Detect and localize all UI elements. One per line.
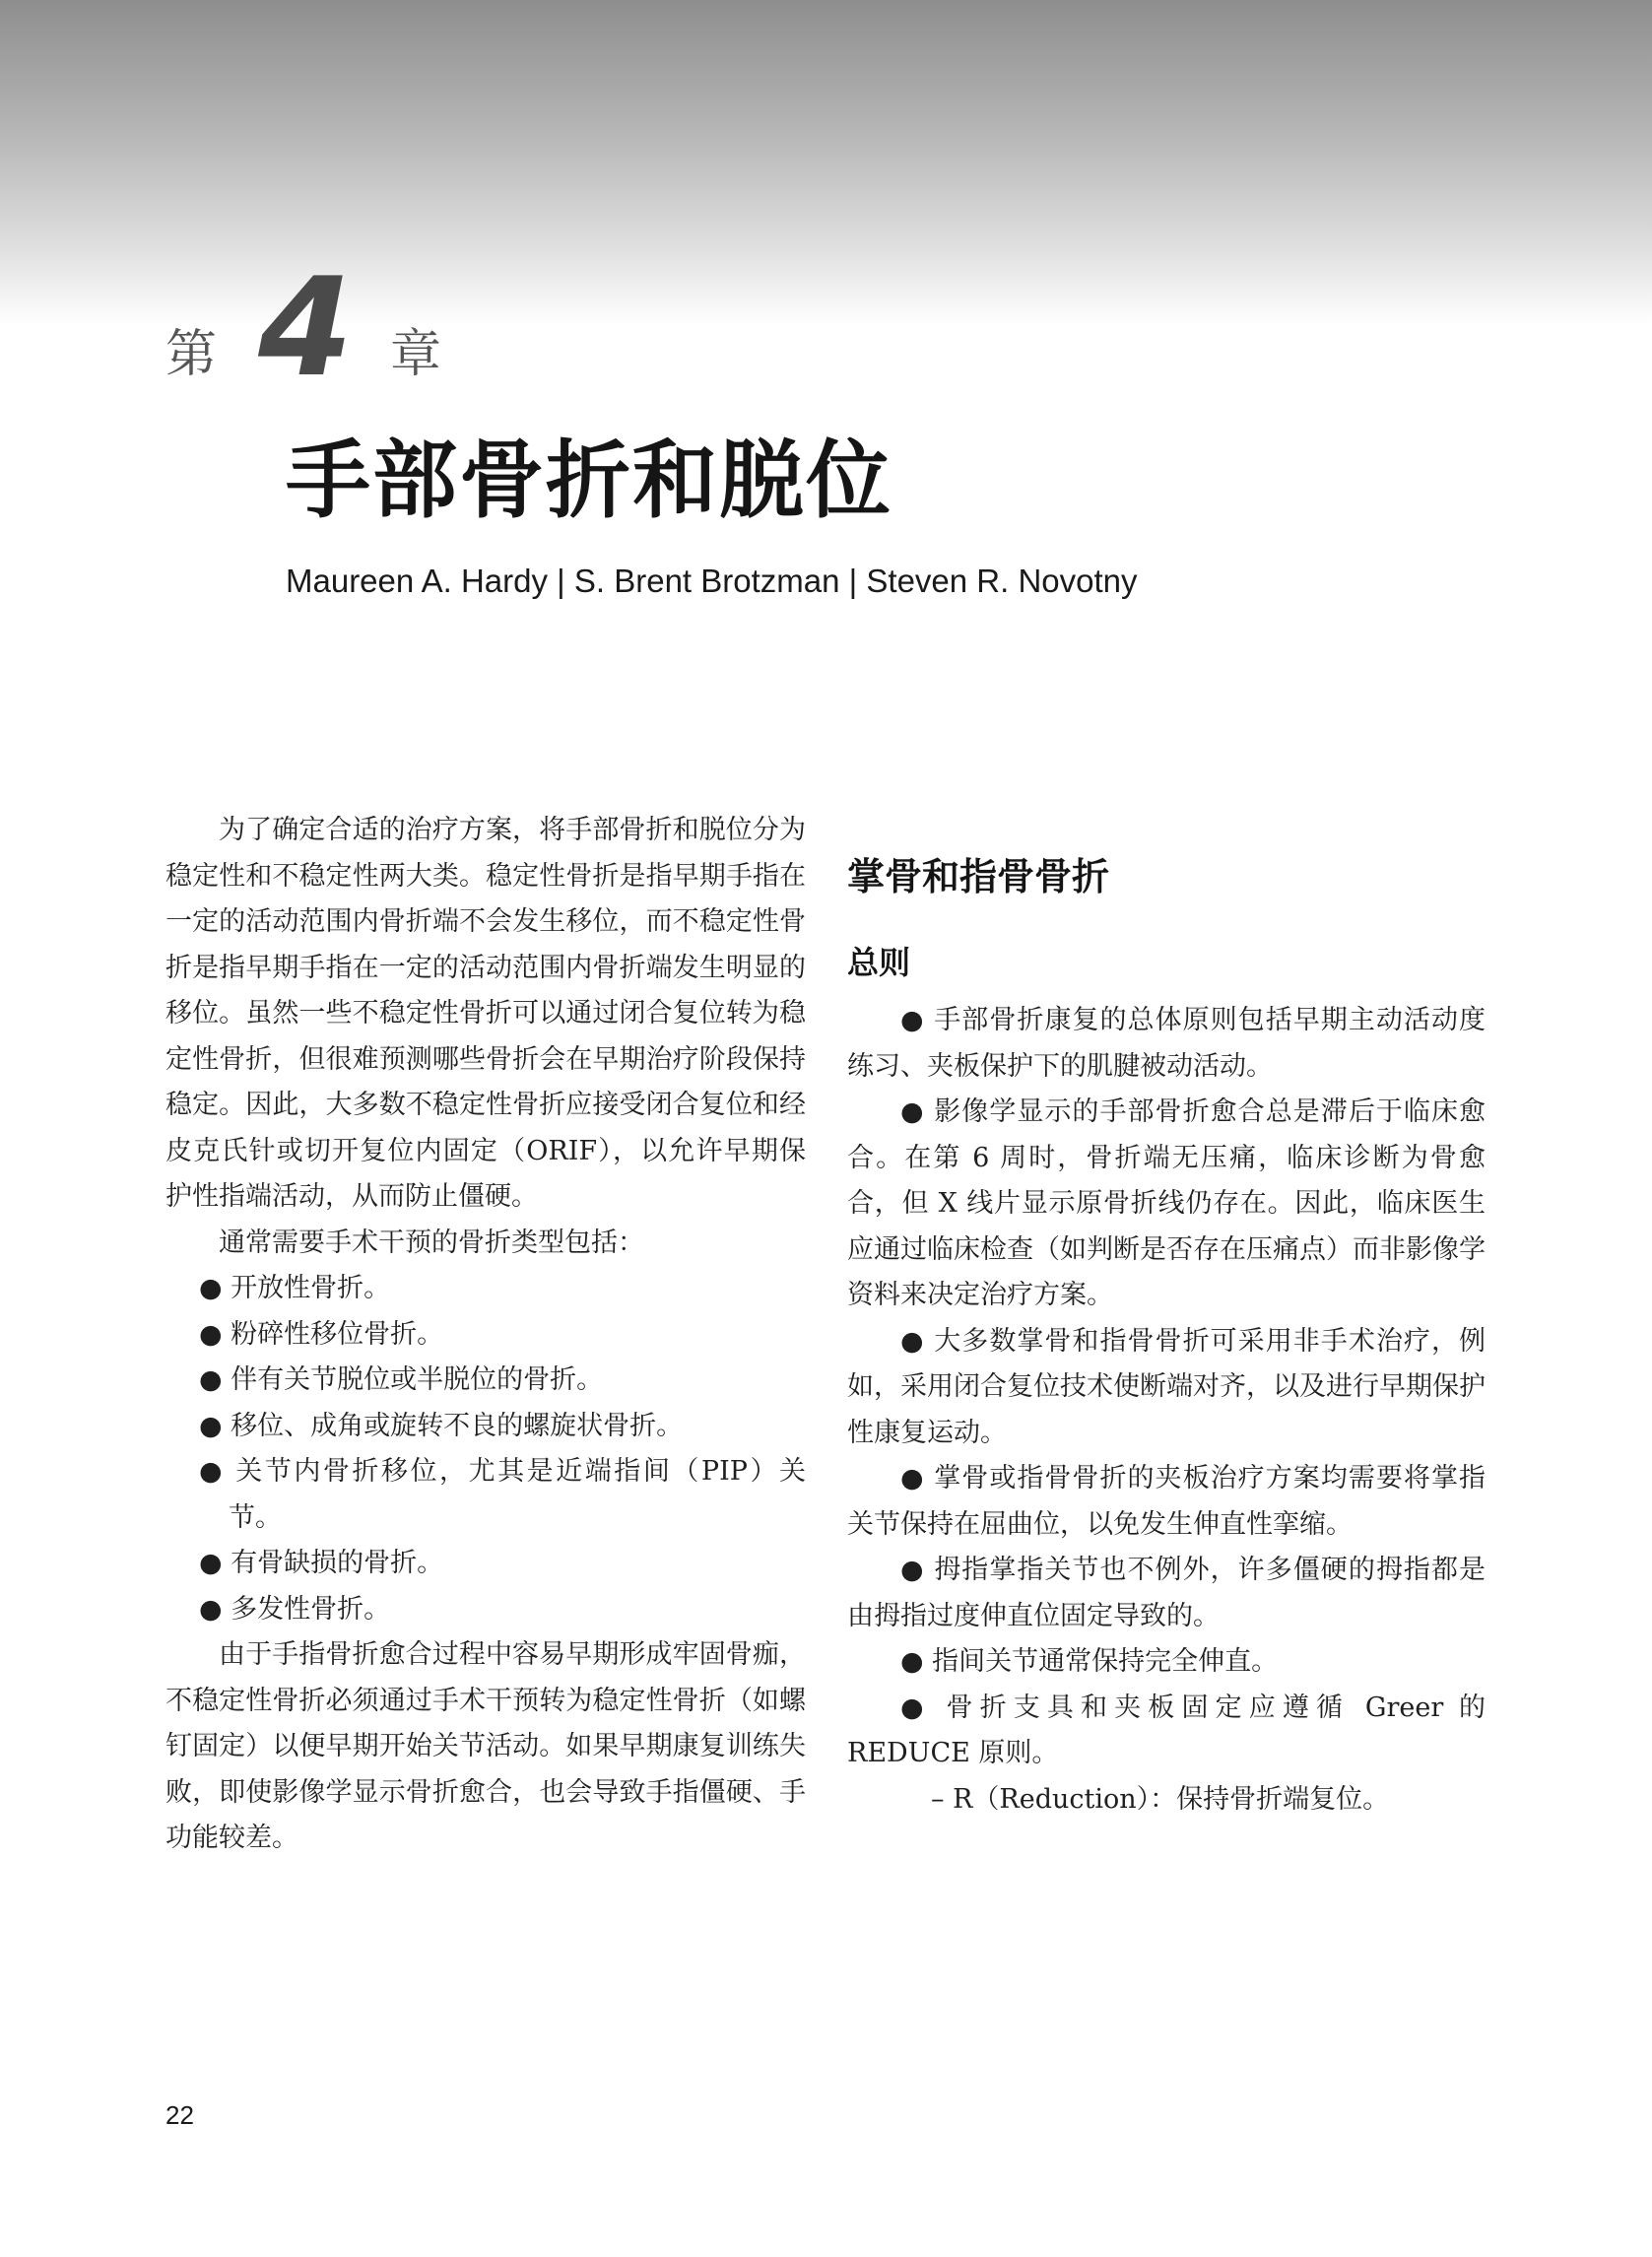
principle-item: ● 大多数掌骨和指骨骨折可采用非手术治疗，例如，采用闭合复位技术使断端对齐，以及进行早期保护性康复运动。 bbox=[847, 1325, 1486, 1448]
fracture-types-list bbox=[165, 1266, 806, 1632]
principle-item: ● 拇指掌指关节也不例外，许多僵硬的拇指都是由拇指过度伸直位固定导致的。 bbox=[847, 1555, 1486, 1631]
fracture-types-lead: 通常需要手术干预的骨折类型包括： bbox=[219, 1227, 644, 1258]
list-item: ● 粉碎性移位骨折。 bbox=[199, 1318, 444, 1350]
intro-paragraph: 为了确定合适的治疗方案，将手部骨折和脱位分为稳定性和不稳定性两大类。稳定性骨折是指早期手指在一定的活动范围内骨折端不会发生移位，而不稳定性骨折是指早期手指在一定的活动范围内骨折端发生明显的移位。虽然一些不稳定性骨折可以通过闭合复位转为稳定性骨折，但很难预测哪些骨折会在早期治疗阶段保持稳定。因此，大多数不稳定性骨折应接受闭合复位和经皮克氏针或切开复位内固定（ORIF），以允许早期保护性指端活动，从而防止僵硬。 bbox=[165, 815, 806, 1212]
list-item: ● 开放性骨折。 bbox=[199, 1273, 391, 1303]
subsection-heading: 总则 bbox=[847, 944, 911, 981]
chapter-suffix: 章 bbox=[390, 325, 442, 384]
chapter-prefix: 第 bbox=[165, 325, 218, 384]
list-item: ● 移位、成角或旋转不良的螺旋状骨折。 bbox=[199, 1410, 684, 1441]
list-item: ● 有骨缺损的骨折。 bbox=[199, 1548, 444, 1578]
right-column bbox=[847, 808, 1486, 1823]
principle-item: ● 影像学显示的手部骨折愈合总是滞后于临床愈合。在第 6 周时，骨折端无压痛，临床诊断为骨愈合，但 X 线片显示原骨折线仍存在。因此，临床医生应通过临床检查（如判断是否存在压痛点）而非影像学资料来决定治疗方案。 bbox=[847, 1096, 1486, 1310]
principle-item: ● 指间关节通常保持完全伸直。 bbox=[900, 1646, 1279, 1677]
principle-item: ● 骨折支具和夹板固定应遵循 Greer 的 REDUCE 原则。 bbox=[847, 1692, 1486, 1768]
closing-paragraph: 由于手指骨折愈合过程中容易早期形成牢固骨痂，不稳定性骨折必须通过手术干预转为稳定性骨折（如螺钉固定）以便早期开始关节活动。如果早期康复训练失败，即使影像学显示骨折愈合，也会导致手指僵硬、手功能较差。 bbox=[165, 1639, 806, 1853]
list-item: ● 伴有关节脱位或半脱位的骨折。 bbox=[199, 1364, 604, 1395]
list-item: ● 多发性骨折。 bbox=[199, 1593, 391, 1625]
chapter-label bbox=[165, 248, 442, 407]
chapter-authors: Maureen A. Hardy | S. Brent Brotzman | Steven R. Novotny bbox=[286, 563, 1138, 599]
reduce-subitem: – R（Reduction）：保持骨折端复位。 bbox=[931, 1783, 1390, 1815]
page-number: 22 bbox=[165, 2100, 194, 2130]
section-heading: 掌骨和指骨骨折 bbox=[847, 855, 1110, 898]
list-item: ● 关节内骨折移位，尤其是近端指间（PIP）关节。 bbox=[199, 1456, 806, 1533]
chapter-title: 手部骨折和脱位 bbox=[286, 431, 892, 530]
principle-item: ● 掌骨或指骨骨折的夹板治疗方案均需要将掌指关节保持在屈曲位，以免发生伸直性挛缩。 bbox=[847, 1463, 1486, 1540]
left-column bbox=[165, 808, 806, 1862]
chapter-number: 4 bbox=[258, 248, 354, 407]
principle-item: ● 手部骨折康复的总体原则包括早期主动活动度练习、夹板保护下的肌腱被动活动。 bbox=[847, 1005, 1486, 1082]
